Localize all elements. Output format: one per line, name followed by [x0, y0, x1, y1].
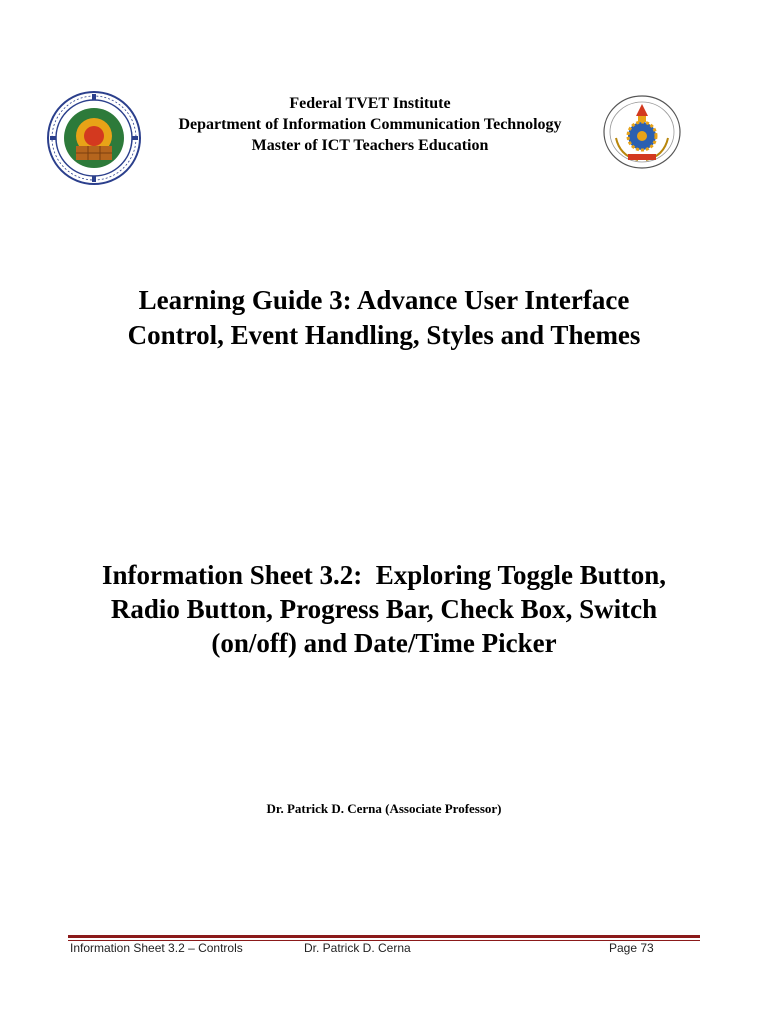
learning-guide-title [60, 283, 708, 353]
page-footer [70, 941, 670, 961]
footer-sheet-label: Information Sheet 3.2 – Controls [70, 941, 243, 955]
ministry-emblem-icon [602, 94, 682, 170]
sheet-title-line-2: Radio Button, Progress Bar, Check Box, Switch [110, 594, 658, 624]
department-name: Department of Information Communication Technology [178, 116, 562, 133]
footer-page-number: Page 73 [609, 941, 654, 955]
program-name: Master of ICT Teachers Education [251, 137, 489, 154]
author-line: Dr. Patrick D. Cerna (Associate Professor) [266, 801, 502, 816]
institute-name: Federal TVET Institute [289, 95, 451, 112]
footer-divider [68, 935, 700, 938]
institution-header [150, 93, 590, 156]
footer-author: Dr. Patrick D. Cerna [304, 941, 411, 955]
guide-title-line-2: Control, Event Handling, Styles and Themes [127, 320, 641, 350]
federal-tvet-institute-seal-icon [46, 90, 142, 186]
guide-title-line-1: Learning Guide 3: Advance User Interface [138, 285, 630, 315]
information-sheet-title [40, 558, 728, 660]
sheet-title-line-1: Information Sheet 3.2: Exploring Toggle Button, [101, 560, 667, 590]
sheet-title-line-3: (on/off) and Date/Time Picker [211, 628, 557, 658]
